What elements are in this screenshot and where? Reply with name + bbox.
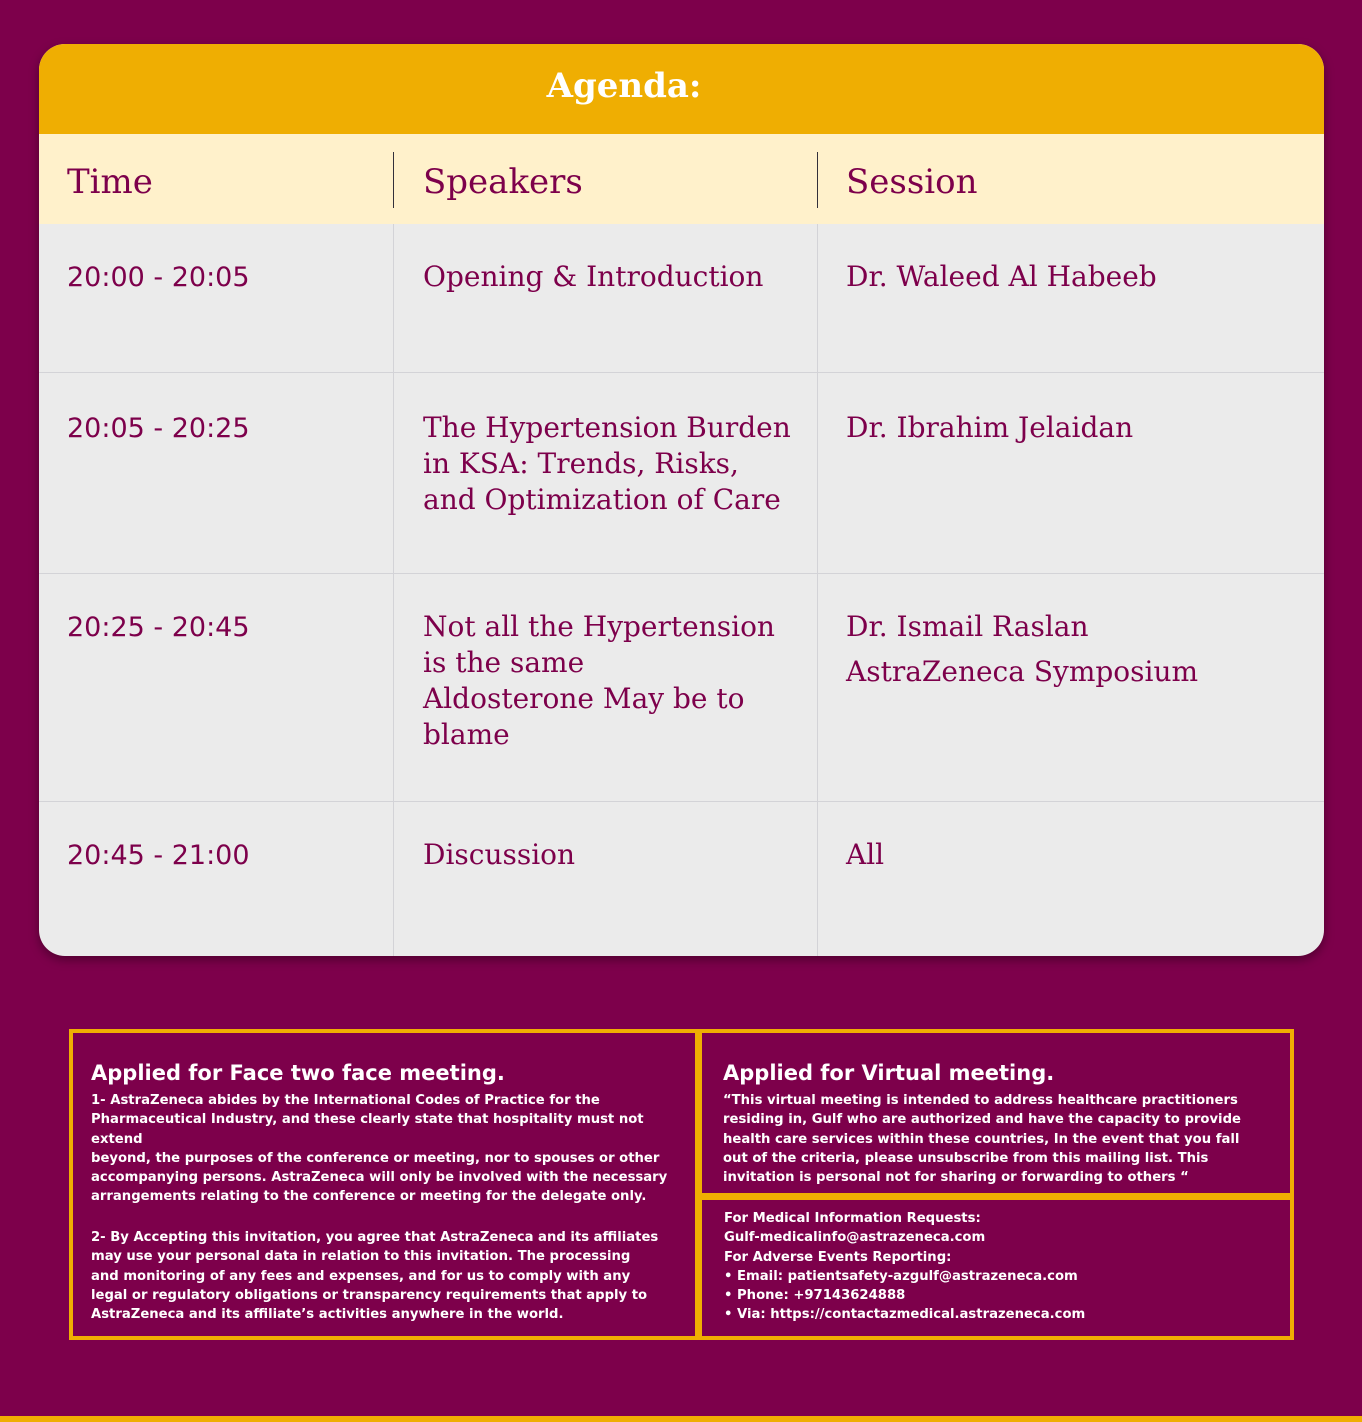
agenda-row-2-session: Dr. Ibrahim Jelaidan — [846, 411, 1134, 444]
agenda-row-1-speakers: Opening & Introduction — [423, 260, 764, 293]
agenda-row-4-speakers: Discussion — [423, 838, 576, 871]
column-divider — [817, 152, 818, 208]
face-meeting-text-2 — [91, 1228, 691, 1324]
bottom-accent-bar — [0, 1416, 1362, 1422]
column-divider — [393, 152, 394, 208]
agenda-column-headers — [39, 134, 1324, 224]
agenda-row-1-time: 20:00 - 20:05 — [67, 262, 250, 293]
contact-info — [724, 1209, 1289, 1325]
agenda-row-1-session: Dr. Waleed Al Habeeb — [846, 260, 1157, 293]
table-grid-line — [39, 573, 1324, 574]
column-header-speakers: Speakers — [423, 162, 583, 202]
table-grid-line — [393, 224, 394, 956]
virtual-meeting-text — [723, 1091, 1288, 1187]
disclaimer-divider — [702, 1193, 1294, 1200]
disclaimer-divider — [695, 1033, 702, 1336]
face-meeting-text-1 — [91, 1091, 691, 1207]
agenda-row-3-time: 20:25 - 20:45 — [67, 612, 250, 643]
table-grid-line — [817, 224, 818, 956]
face-meeting-title: Applied for Face two face meeting. — [91, 1061, 505, 1085]
column-header-session: Session — [846, 162, 978, 202]
face-meeting-paragraph-1: 1- AstraZeneca abides by the International Codes of Practice for the Pharmaceutical Industry, and these clearly state that hospitality must not extend beyond, the purposes of the conference or meeting, nor to spouses or other accompanying persons. AstraZeneca will only be involved with the necessary arrangements relating to the conference or meeting for the delegate only. — [91, 1093, 668, 1205]
disclaimer-box — [69, 1029, 1294, 1340]
virtual-meeting-title: Applied for Virtual meeting. — [723, 1061, 1055, 1085]
column-header-time: Time — [67, 162, 153, 202]
agenda-row-4-time: 20:45 - 21:00 — [67, 840, 250, 871]
table-grid-line — [39, 372, 1324, 373]
agenda-row-3-session: Dr. Ismail Raslan — [846, 610, 1089, 643]
face-meeting-paragraph-2: 2- By Accepting this invitation, you agree that AstraZeneca and its affiliates may use your personal data in relation to this invitation. The processing and monitoring of any fees and expenses, and for us to comply with any legal or regulatory obligations or transparency requirements that apply to AstraZeneca and its affiliate’s activities anywhere in the world. — [91, 1230, 659, 1323]
table-grid-line — [39, 801, 1324, 802]
agenda-row-3-session-extra: AstraZeneca Symposium — [846, 655, 1199, 688]
agenda-row-2-speakers: The Hypertension Burden in KSA: Trends, Risks, and Optimization of Care — [423, 411, 791, 516]
agenda-row-2-time: 20:05 - 20:25 — [67, 413, 250, 444]
agenda-row-3-speakers: Not all the Hypertension is the same Aldosterone May be to blame — [423, 610, 775, 751]
virtual-meeting-paragraph: “This virtual meeting is intended to address healthcare practitioners residing in, Gulf who are authorized and have the capacity to provide health care services within these countries, In the event that you fall out of the criteria, please unsubscribe from this mailing list. This invitation is personal not for sharing or forwarding to others “ — [723, 1093, 1241, 1186]
agenda-title: Agenda: — [546, 66, 702, 106]
contact-info-text: For Medical Information Requests: Gulf-medicalinfo@astrazeneca.com For Adverse Events Reporting: • Email: patientsafety-azgulf@astrazeneca.com • Phone: +97143624888 • Via: https://contactazmedical.astrazeneca.com — [724, 1211, 1086, 1323]
agenda-header — [39, 44, 1324, 134]
agenda-card — [39, 44, 1324, 956]
agenda-row-4-session: All — [846, 838, 885, 871]
